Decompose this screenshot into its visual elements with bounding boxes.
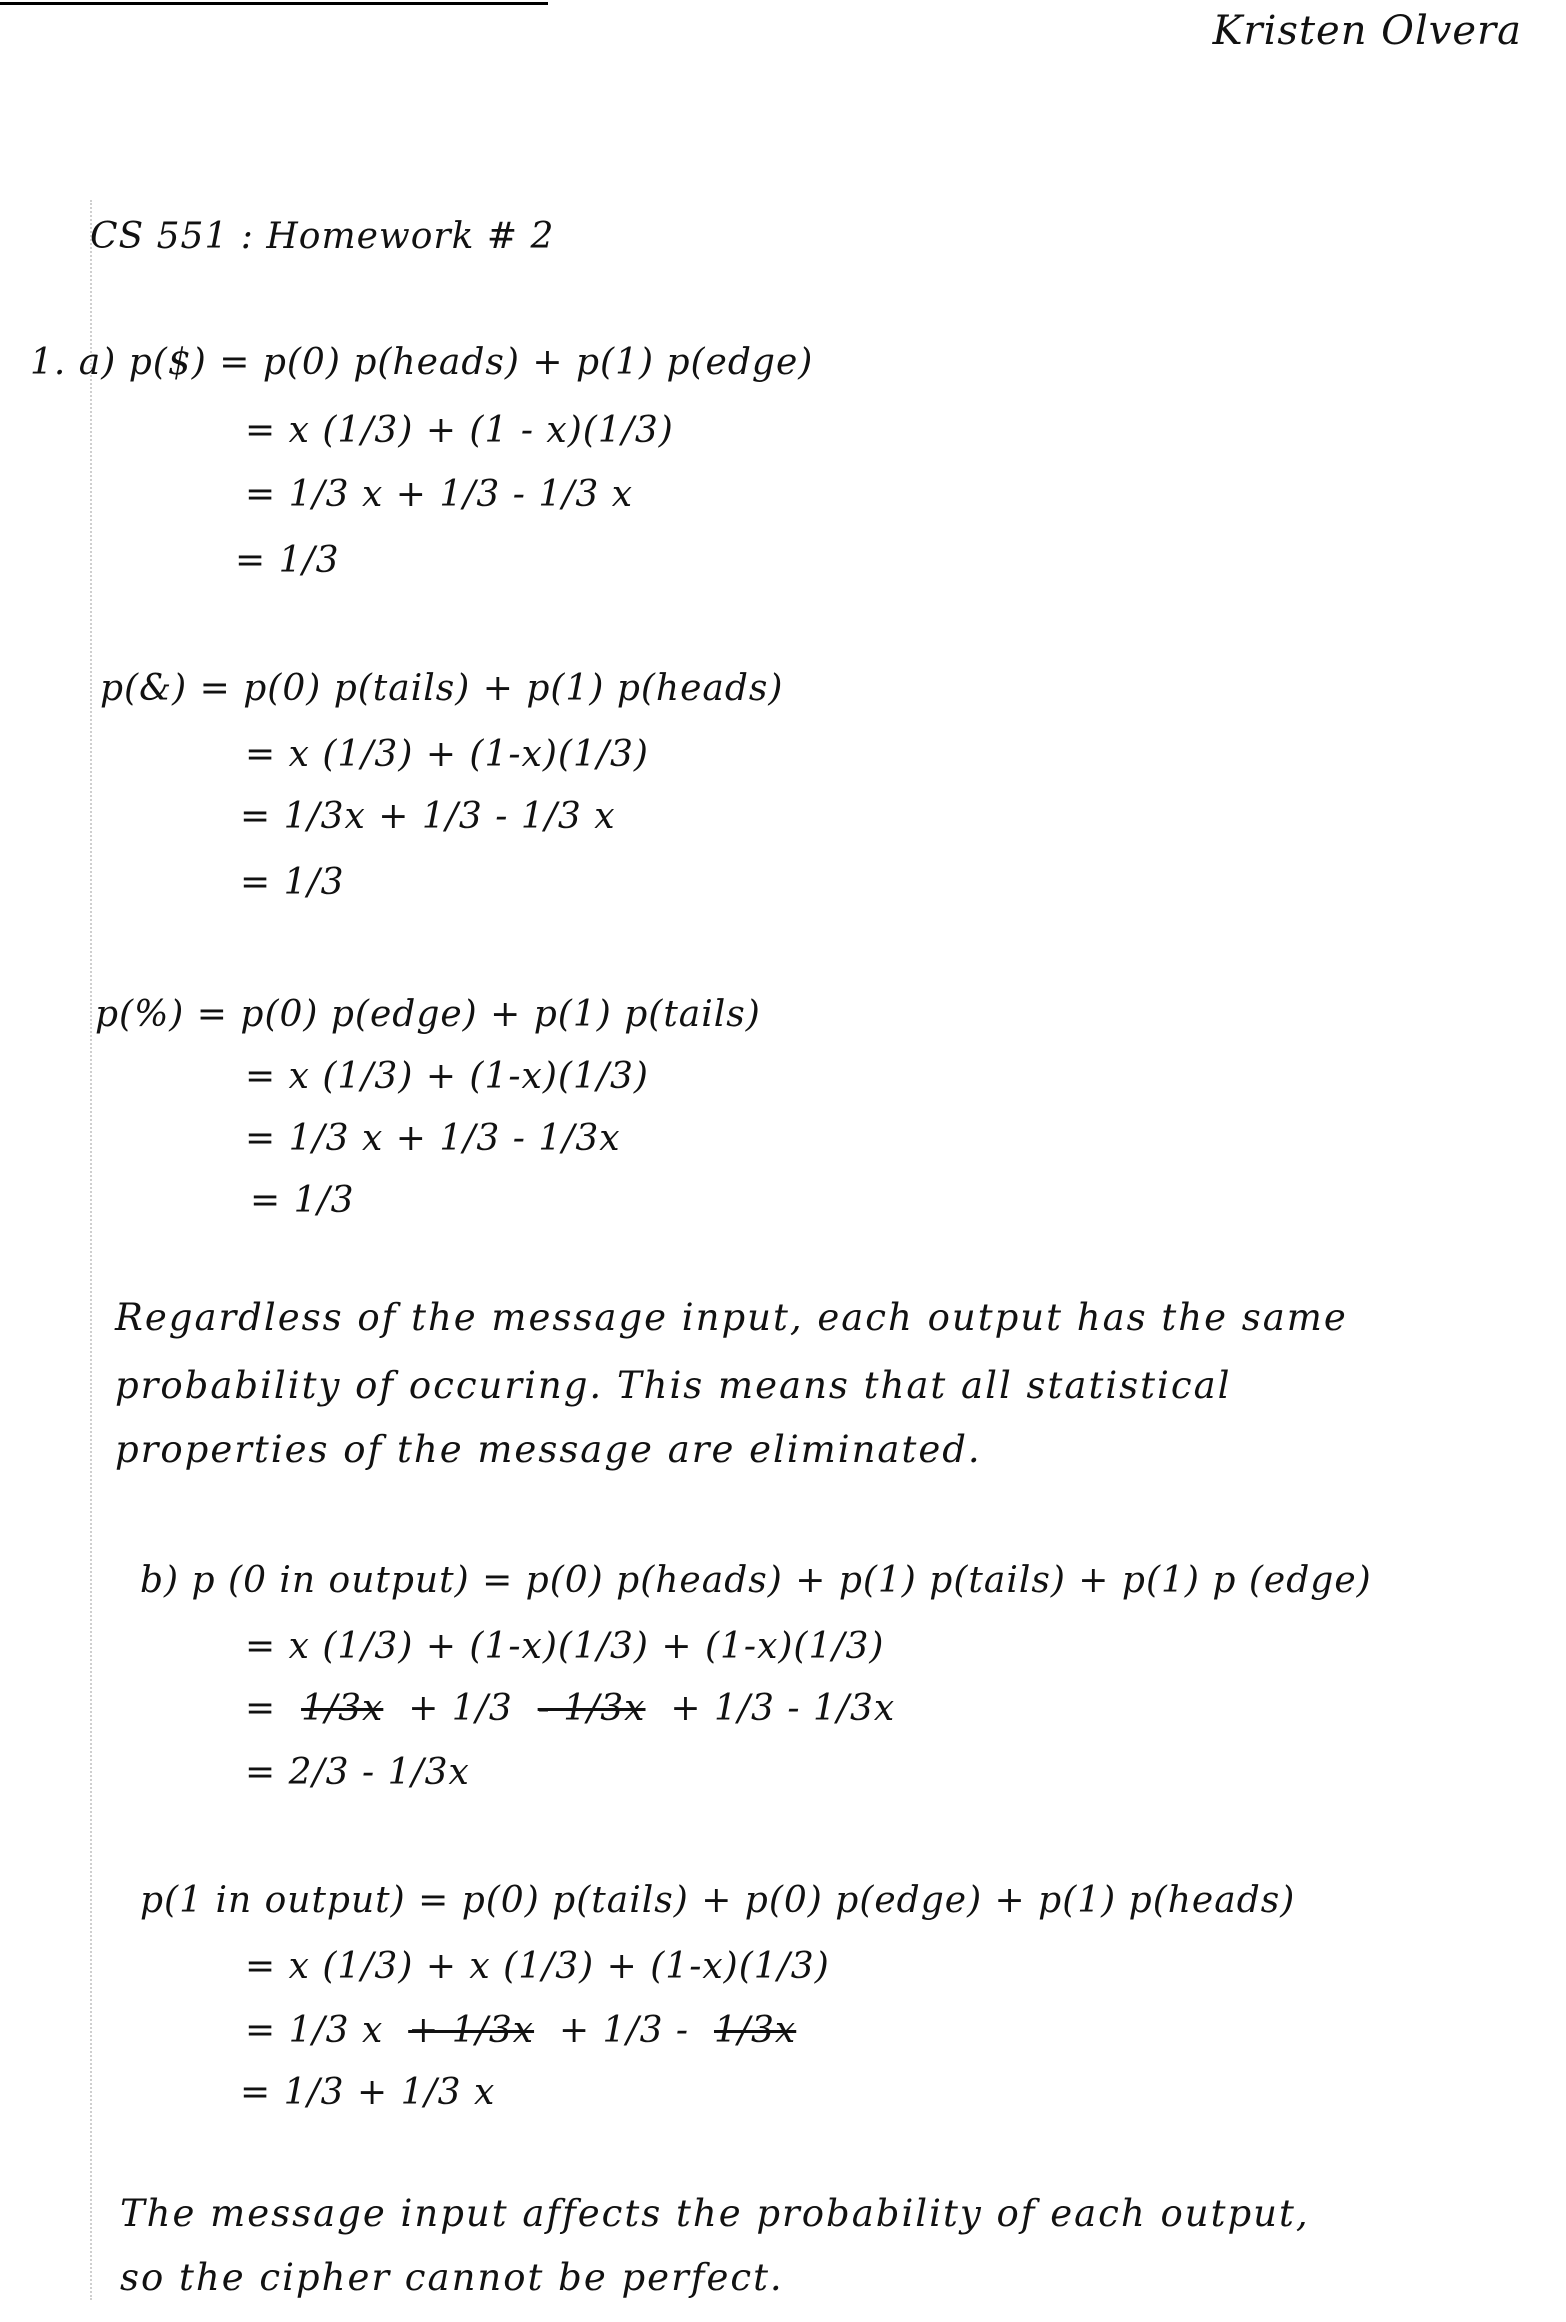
eq-percent-line-1: p(%) = p(0) p(edge) + p(1) p(tails): [95, 994, 761, 1035]
struck-term: - 1/3x: [537, 1688, 646, 1729]
eq-zero-line-4: = 2/3 - 1/3x: [245, 1752, 470, 1793]
conclusion-a-line-3: properties of the message are eliminated.: [115, 1428, 982, 1471]
eq-percent-line-4: = 1/3: [250, 1180, 355, 1221]
struck-term: 1/3x: [301, 1688, 384, 1729]
eq-dollar-line-4: = 1/3: [235, 540, 340, 581]
eq-dollar-line-2: = x (1/3) + (1 - x)(1/3): [245, 410, 674, 451]
top-rule: [0, 2, 548, 5]
term: + 1/3 - 1/3x: [670, 1688, 896, 1729]
eq-and-line-3: = 1/3x + 1/3 - 1/3 x: [240, 796, 616, 837]
eq-dollar-line-1: 1. a) p($) = p(0) p(heads) + p(1) p(edge): [30, 342, 814, 383]
term: + 1/3 -: [558, 2010, 690, 2051]
conclusion-b-line-2: so the cipher cannot be perfect.: [120, 2256, 784, 2299]
eq-percent-line-3: = 1/3 x + 1/3 - 1/3x: [245, 1118, 621, 1159]
eq-one-line-3: [245, 2010, 796, 2051]
eq-dollar-line-3: = 1/3 x + 1/3 - 1/3 x: [245, 474, 634, 515]
eq-zero-line-3: [245, 1688, 895, 1729]
page-title: CS 551 : Homework # 2: [90, 216, 555, 257]
eq-percent-line-2: = x (1/3) + (1-x)(1/3): [245, 1056, 649, 1097]
eq-one-line-1: p(1 in output) = p(0) p(tails) + p(0) p(edge) + p(1) p(heads): [140, 1880, 1296, 1921]
term: = 1/3 x: [245, 2010, 384, 2051]
struck-term: 1/3x: [713, 2010, 797, 2051]
author-name: Kristen Olvera: [1212, 8, 1522, 54]
eq-zero-line-1: b) p (0 in output) = p(0) p(heads) + p(1) p(tails) + p(1) p (edge): [140, 1560, 1372, 1601]
eq-and-line-2: = x (1/3) + (1-x)(1/3): [245, 734, 649, 775]
eq-and-line-1: p(&) = p(0) p(tails) + p(1) p(heads): [100, 668, 784, 709]
eq-and-line-4: = 1/3: [240, 862, 345, 903]
eq-one-line-2: = x (1/3) + x (1/3) + (1-x)(1/3): [245, 1946, 830, 1987]
conclusion-a-line-2: probability of occuring. This means that all statistical: [115, 1364, 1232, 1407]
struck-term: + 1/3x: [408, 2010, 535, 2051]
eq-zero-line-2: = x (1/3) + (1-x)(1/3) + (1-x)(1/3): [245, 1626, 885, 1667]
equals-sign: =: [245, 1688, 302, 1729]
eq-one-line-4: = 1/3 + 1/3 x: [240, 2072, 496, 2113]
term: + 1/3: [408, 1688, 513, 1729]
conclusion-a-line-1: Regardless of the message input, each output has the same: [115, 1296, 1348, 1339]
margin-guide: [90, 200, 94, 2300]
conclusion-b-line-1: The message input affects the probability of each output,: [120, 2192, 1310, 2235]
